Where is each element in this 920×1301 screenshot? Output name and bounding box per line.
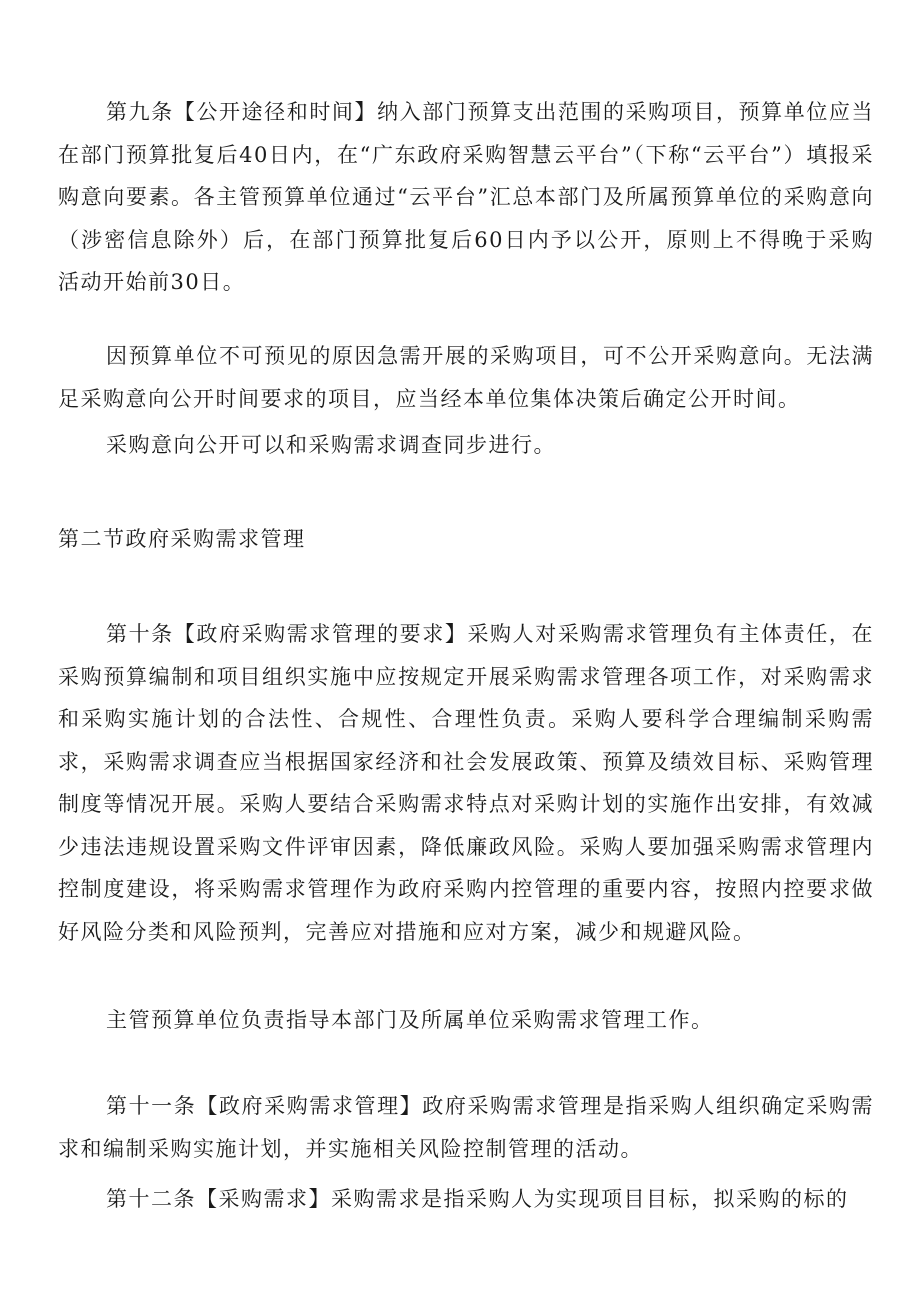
article-11-paragraph: 第十一条【政府采购需求管理】政府采购需求管理是指采购人组织确定采购需求和编制采购实施计划，并实施相关风险控制管理的活动。 bbox=[58, 1094, 874, 1161]
supervisor-guidance-paragraph: 主管预算单位负责指导本部门及所属单位采购需求管理工作。 bbox=[106, 1008, 714, 1032]
article-12-paragraph: 第十二条【采购需求】采购需求是指采购人为实现项目目标，拟采购的标的 bbox=[106, 1187, 849, 1211]
concurrent-survey-paragraph: 采购意向公开可以和采购需求调查同步进行。 bbox=[106, 433, 556, 457]
article-9-paragraph: 第九条【公开途径和时间】纳入部门预算支出范围的采购项目，预算单位应当在部门预算批复后40日内，在“广东政府采购智慧云平台”（下称“云平台”）填报采购意向要素。各主管预算单位通过“云平台”汇总本部门及所属预算单位的采购意向（涉密信息除外）后，在部门预算批复后60日内予以公开，原则上不得晚于采购活动开始前30日。 bbox=[58, 100, 874, 294]
article-10-paragraph: 第十条【政府采购需求管理的要求】采购人对采购需求管理负有主体责任，在采购预算编制和项目组织实施中应按规定开展采购需求管理各项工作，对采购需求和采购实施计划的合法性、合规性、合理性负责。采购人要科学合理编制采购需求，采购需求调查应当根据国家经济和社会发展政策、预算及绩效目标、采购管理制度等情况开展。采购人要结合采购需求特点对采购计划的实施作出安排，有效减少违法违规设置采购文件评审因素，降低廉政风险。采购人要加强采购需求管理内控制度建设，将采购需求管理作为政府采购内控管理的重要内容，按照内控要求做好风险分类和风险预判，完善应对措施和应对方案，减少和规避风险。 bbox=[58, 622, 874, 944]
section-heading: 第二节政府采购需求管理 bbox=[58, 527, 306, 551]
emergency-exception-paragraph: 因预算单位不可预见的原因急需开展的采购项目，可不公开采购意向。无法满足采购意向公开时间要求的项目，应当经本单位集体决策后确定公开时间。 bbox=[58, 344, 874, 411]
